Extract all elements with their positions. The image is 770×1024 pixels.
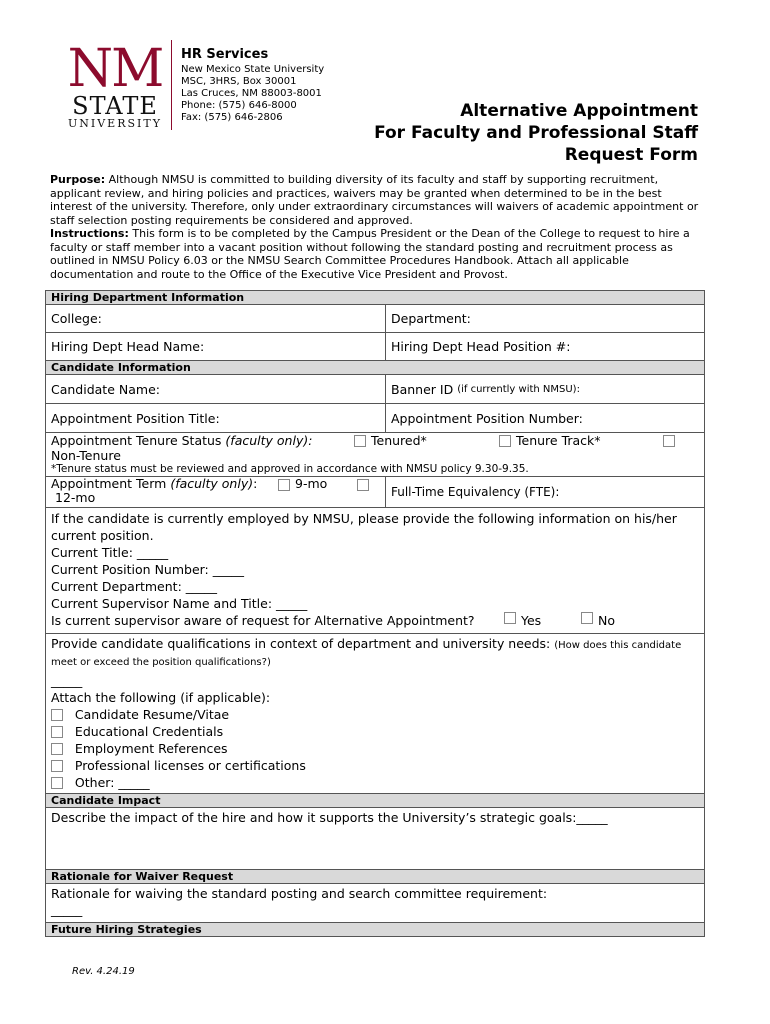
section-future-header: Future Hiring Strategies bbox=[46, 923, 704, 936]
logo-state: STATE bbox=[72, 92, 158, 120]
nine-month-label: 9-mo bbox=[295, 476, 328, 491]
attach-item-label: Candidate Resume/Vitae bbox=[74, 707, 230, 722]
qualifications-blank[interactable]: _____ bbox=[51, 673, 83, 688]
current-department-field[interactable]: Current Department: _____ bbox=[51, 579, 217, 594]
supervisor-aware-question: Is current supervisor aware of request for Alternative Appointment? bbox=[51, 613, 475, 628]
logo-divider bbox=[171, 40, 172, 130]
term-colon: : bbox=[253, 476, 258, 491]
rationale-text: Rationale for waiving the standard posting and search committee requirement: bbox=[51, 886, 548, 901]
banner-id-field[interactable] bbox=[386, 375, 704, 403]
request-form-table bbox=[45, 290, 705, 937]
office-line: MSC, 3HRS, Box 30001 bbox=[181, 76, 297, 87]
attach-item bbox=[51, 757, 699, 774]
office-line: Phone: (575) 646-8000 bbox=[181, 100, 297, 111]
qualifications-lead: Provide candidate qualifications in context of department and university needs: bbox=[51, 636, 551, 651]
tenured-label: Tenured* bbox=[371, 433, 427, 448]
form-title-line: Request Form bbox=[564, 145, 698, 165]
qualifications-lead-wrap bbox=[51, 636, 699, 670]
tenured-checkbox[interactable] bbox=[354, 435, 366, 447]
twelve-month-checkbox[interactable] bbox=[357, 479, 369, 491]
term-field bbox=[46, 477, 386, 507]
instructions-paragraph bbox=[50, 227, 700, 281]
form-row bbox=[46, 375, 704, 404]
non-tenure-checkbox[interactable] bbox=[663, 435, 675, 447]
term-label: Appointment Term bbox=[51, 476, 167, 491]
section-impact-header: Candidate Impact bbox=[46, 794, 704, 808]
fte-field[interactable]: Full-Time Equivalency (FTE): bbox=[391, 485, 560, 499]
section-hiring-header: Hiring Department Information bbox=[46, 291, 704, 305]
department-field[interactable]: Department: bbox=[391, 311, 471, 326]
tenure-note: *Tenure status must be reviewed and approved in accordance with NMSU policy 9.30-9.35. bbox=[51, 463, 529, 475]
tenure-track-label: Tenure Track* bbox=[516, 433, 601, 448]
current-lead: If the candidate is currently employed by NMSU, please provide the following information on his/her current position. bbox=[51, 511, 677, 543]
attach-checkbox[interactable] bbox=[51, 709, 63, 721]
current-title-field[interactable]: Current Title: _____ bbox=[51, 545, 169, 560]
position-number-field[interactable]: Appointment Position Number: bbox=[391, 410, 583, 426]
nine-month-checkbox[interactable] bbox=[278, 479, 290, 491]
attach-item bbox=[51, 774, 699, 791]
banner-id-label: Banner ID bbox=[391, 381, 454, 397]
term-italic: (faculty only) bbox=[170, 476, 254, 491]
form-title bbox=[330, 100, 698, 166]
rationale-blank: _____ bbox=[51, 902, 83, 917]
form-row bbox=[46, 305, 704, 333]
aware-yes-label: Yes bbox=[521, 613, 542, 628]
office-title: HR Services bbox=[181, 47, 269, 62]
attach-checkbox[interactable] bbox=[51, 777, 63, 789]
tenure-italic: (faculty only): bbox=[225, 433, 313, 448]
attach-checkbox[interactable] bbox=[51, 726, 63, 738]
head-name-field[interactable]: Hiring Dept Head Name: bbox=[46, 333, 386, 360]
purpose-text: Although NMSU is committed to building diversity of its faculty and staff by supporting recruitment, applicant review, and hiring policies and practices, waivers may be granted when determined to be in the best interest of the university. Therefore, only under extraordinary circumstances will waivers of academic appointment or staff selection posting requirements be considered and approved. bbox=[50, 173, 699, 227]
attach-item bbox=[51, 740, 699, 757]
attach-item bbox=[51, 723, 699, 740]
purpose-label: Purpose: bbox=[50, 173, 106, 186]
aware-no-checkbox[interactable] bbox=[581, 612, 593, 624]
attach-item bbox=[51, 706, 699, 723]
form-row bbox=[46, 333, 704, 361]
logo-nm: NM bbox=[67, 39, 163, 99]
rationale-field[interactable] bbox=[46, 884, 704, 923]
form-title-line: Alternative Appointment bbox=[460, 101, 698, 121]
impact-field[interactable]: Describe the impact of the hire and how it supports the University’s strategic goals:_____ bbox=[46, 808, 704, 870]
section-rationale-header: Rationale for Waiver Request bbox=[46, 870, 704, 884]
attach-item-label: Employment References bbox=[74, 741, 228, 756]
tenure-label: Appointment Tenure Status bbox=[51, 433, 222, 448]
instructions-label: Instructions: bbox=[50, 227, 129, 240]
section-candidate-header: Candidate Information bbox=[46, 361, 704, 375]
purpose-paragraph bbox=[50, 173, 700, 227]
office-line: New Mexico State University bbox=[181, 64, 325, 75]
intro-text bbox=[50, 173, 700, 281]
attach-checkbox[interactable] bbox=[51, 760, 63, 772]
attach-item-label: Educational Credentials bbox=[74, 724, 224, 739]
aware-yes-checkbox[interactable] bbox=[504, 612, 516, 624]
tenure-track-checkbox[interactable] bbox=[499, 435, 511, 447]
attach-label: Attach the following (if applicable): bbox=[51, 690, 271, 705]
revision-label: Rev. 4.24.19 bbox=[72, 966, 135, 977]
current-supervisor-field[interactable]: Current Supervisor Name and Title: _____ bbox=[51, 596, 308, 611]
office-line: Fax: (575) 646-2806 bbox=[181, 112, 283, 123]
college-field[interactable]: College: bbox=[46, 305, 386, 332]
qualifications-block bbox=[46, 634, 704, 794]
attach-checkbox[interactable] bbox=[51, 743, 63, 755]
candidate-name-field[interactable]: Candidate Name: bbox=[46, 375, 386, 403]
position-title-field[interactable]: Appointment Position Title: bbox=[46, 404, 386, 432]
form-row bbox=[46, 404, 704, 433]
instructions-text: This form is to be completed by the Campus President or the Dean of the College to request to hire a faculty or staff member into a vacant position without following the standard posting and recruitment process as outlined in NMSU Policy 6.03 or the NMSU Search Committee Procedures Handbook. Attach all applicable documentation and route to the Office of the Executive Vice President and Provost. bbox=[50, 227, 690, 281]
qualifications-note: (How does this candidate meet or exceed the position qualifications?) bbox=[51, 640, 682, 668]
attach-item-label: Professional licenses or certifications bbox=[74, 758, 306, 773]
form-row bbox=[46, 477, 704, 508]
logo-university: UNIVERSITY bbox=[68, 117, 162, 130]
nmsu-logo bbox=[62, 39, 168, 132]
non-tenure-label: Non-Tenure bbox=[51, 448, 121, 463]
banner-id-note: (if currently with NMSU): bbox=[457, 383, 580, 395]
office-info bbox=[181, 47, 324, 124]
twelve-month-label: 12-mo bbox=[55, 490, 96, 505]
current-employment-block bbox=[46, 508, 704, 634]
aware-no-label: No bbox=[598, 613, 615, 628]
tenure-block bbox=[46, 433, 704, 477]
office-line: Las Cruces, NM 88003-8001 bbox=[181, 88, 322, 99]
form-title-line: For Faculty and Professional Staff bbox=[374, 123, 698, 143]
attach-item-label: Other: _____ bbox=[74, 775, 150, 790]
current-position-number-field[interactable]: Current Position Number: _____ bbox=[51, 562, 244, 577]
head-position-field[interactable]: Hiring Dept Head Position #: bbox=[391, 339, 571, 354]
